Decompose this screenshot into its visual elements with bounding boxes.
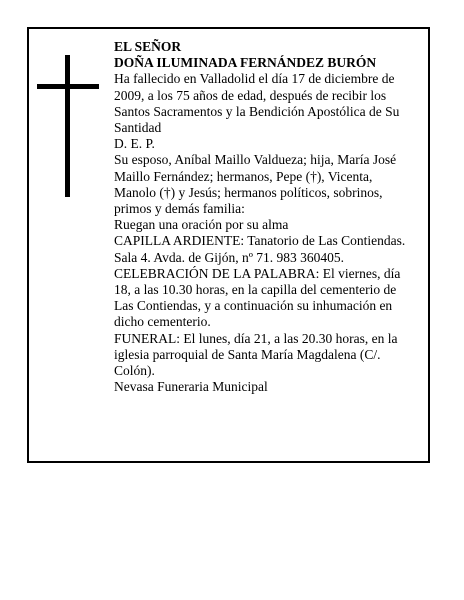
- cross-vertical-bar: [65, 55, 70, 197]
- celebration-info: CELEBRACIÓN DE LA PALABRA: El viernes, día 18, a las 10.30 horas, en la capilla del cementerio de Las Contiendas, y a continuación su inhumación en dicho cementerio.: [114, 265, 401, 330]
- cross-horizontal-bar: [37, 84, 99, 89]
- latin-cross-icon: [37, 55, 99, 197]
- funeral-home: Nevasa Funeraria Municipal: [114, 379, 268, 395]
- death-announcement: Ha fallecido en Valladolid el día 17 de diciembre de 2009, a los 75 años de edad, después de recibir los Santos Sacramentos y la Bendición Apostólica de Su Santidad: [114, 71, 400, 136]
- prayer-request: Ruegan una oración por su alma: [114, 217, 289, 233]
- deceased-name: DOÑA ILUMINADA FERNÁNDEZ BURÓN: [114, 55, 377, 71]
- chapel-info: CAPILLA ARDIENTE: Tanatorio de Las Contiendas. Sala 4. Avda. de Gijón, nº 71. 983 360405.: [114, 233, 406, 265]
- dep-abbreviation: D. E. P.: [114, 136, 155, 152]
- family-list: Su esposo, Aníbal Maillo Valdueza; hija, María José Maillo Fernández; hermanos, Pepe (†), Vicenta, Manolo (†) y Jesús; hermanos políticos, sobrinos, primos y demás familia:: [114, 152, 397, 217]
- heading-title: EL SEÑOR: [114, 39, 182, 54]
- funeral-info: FUNERAL: El lunes, día 21, a las 20.30 horas, en la iglesia parroquial de Santa María Magdalena (C/. Colón).: [114, 330, 398, 379]
- obituary-text: [114, 39, 416, 395]
